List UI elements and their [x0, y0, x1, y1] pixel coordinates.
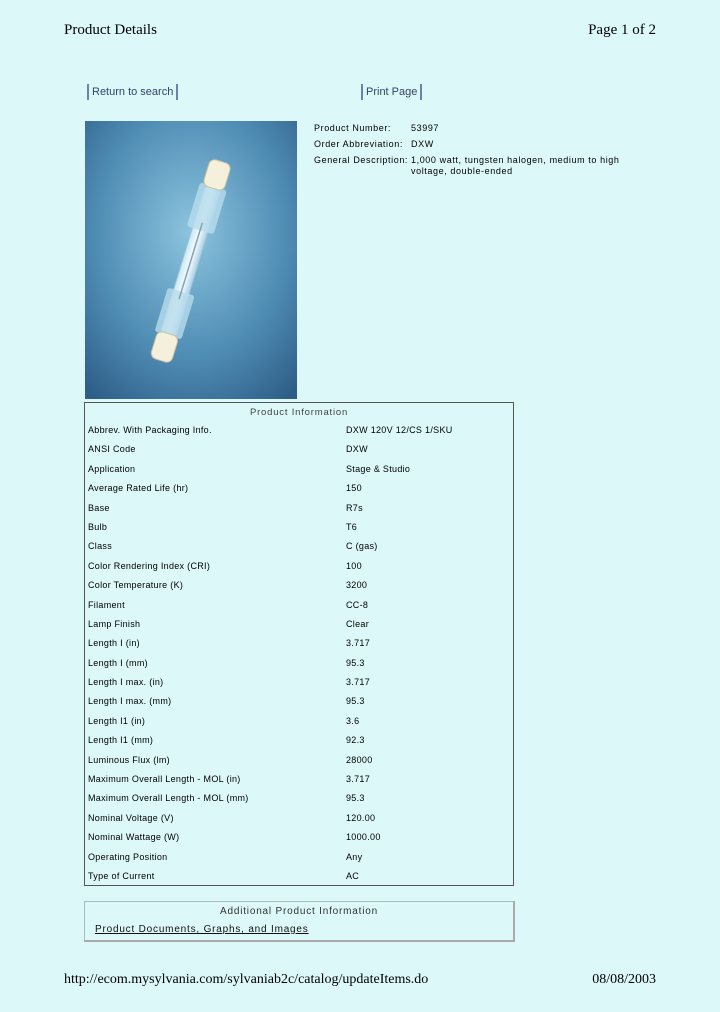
- row-value: 150: [346, 483, 362, 494]
- row-name: Bulb: [88, 521, 108, 532]
- row-name: ANSI Code: [88, 444, 136, 455]
- table-row: [85, 692, 513, 711]
- row-value: 120.00: [346, 812, 376, 823]
- table-row: [85, 867, 513, 886]
- row-name: Nominal Wattage (W): [88, 832, 180, 843]
- row-value: 100: [346, 560, 362, 571]
- row-name: Type of Current: [88, 870, 155, 881]
- row-value: 28000: [346, 754, 373, 765]
- row-value: AC: [346, 870, 360, 881]
- summary-row: [314, 123, 644, 134]
- table-row: [85, 789, 513, 808]
- row-value: C (gas): [346, 541, 378, 552]
- table-row: [85, 751, 513, 770]
- table-row: [85, 557, 513, 576]
- table-row: [85, 479, 513, 498]
- table-title: Product Information: [249, 407, 349, 418]
- row-name: Length I (in): [88, 638, 140, 649]
- row-name: Average Rated Life (hr): [88, 483, 189, 494]
- row-value: 3200: [346, 580, 368, 591]
- row-value: 95.3: [346, 696, 365, 707]
- table-row: [85, 809, 513, 828]
- product-summary: [314, 123, 644, 182]
- row-name: Filament: [88, 599, 125, 610]
- row-value: CC-8: [346, 599, 369, 610]
- row-name: Maximum Overall Length - MOL (mm): [88, 793, 249, 804]
- table-row: [85, 537, 513, 556]
- product-photo: [85, 121, 297, 399]
- row-name: Color Rendering Index (CRI): [88, 560, 211, 571]
- row-name: Luminous Flux (lm): [88, 754, 170, 765]
- table-row: [85, 848, 513, 867]
- row-value: 95.3: [346, 657, 365, 668]
- table-body: [85, 421, 513, 886]
- row-name: Maximum Overall Length - MOL (in): [88, 774, 241, 785]
- table-row: [85, 421, 513, 440]
- row-value: Stage & Studio: [346, 463, 411, 474]
- row-name: Application: [88, 463, 136, 474]
- row-name: Base: [88, 502, 110, 513]
- table-row: [85, 828, 513, 847]
- table-row: [85, 731, 513, 750]
- row-value: 1000.00: [346, 832, 381, 843]
- return-to-search-button[interactable]: Return to search: [87, 84, 178, 100]
- footer-date: 08/08/2003: [592, 972, 656, 987]
- row-name: Class: [88, 541, 113, 552]
- table-row: [85, 654, 513, 673]
- row-value: DXW: [346, 444, 368, 455]
- row-name: Length I1 (in): [88, 715, 146, 726]
- row-name: Color Temperature (K): [88, 580, 184, 591]
- table-row: [85, 499, 513, 518]
- row-value: 3.717: [346, 774, 371, 785]
- summary-label: Product Number:: [314, 123, 392, 133]
- row-name: Abbrev. With Packaging Info.: [88, 425, 212, 435]
- row-name: Lamp Finish: [88, 618, 141, 629]
- page-title: Product Details: [64, 22, 157, 38]
- row-value: R7s: [346, 502, 363, 513]
- summary-label: Order Abbreviation:: [314, 139, 403, 149]
- summary-value: 53997: [411, 123, 440, 133]
- row-name: Length I max. (mm): [88, 696, 172, 707]
- row-name: Length I1 (mm): [88, 735, 154, 746]
- summary-label: General Description:: [314, 155, 409, 165]
- row-value: 95.3: [346, 793, 365, 804]
- row-value: Any: [346, 851, 363, 862]
- print-page-button[interactable]: Print Page: [361, 84, 422, 100]
- summary-value: 1,000 watt, tungsten halogen, medium to high voltage, double-ended: [411, 155, 620, 176]
- table-row: [85, 440, 513, 459]
- row-value: DXW 120V 12/CS 1/SKU: [346, 425, 453, 435]
- row-value: Clear: [346, 618, 370, 629]
- table-row: [85, 673, 513, 692]
- product-documents-link[interactable]: Product Documents, Graphs, and Images: [95, 924, 309, 935]
- summary-value: DXW: [411, 139, 434, 149]
- row-value: 3.717: [346, 638, 371, 649]
- row-value: 3.6: [346, 715, 360, 726]
- table-row: [85, 615, 513, 634]
- summary-row: [314, 139, 644, 150]
- row-name: Length I (mm): [88, 657, 148, 668]
- row-value: 3.717: [346, 677, 371, 688]
- row-name: Operating Position: [88, 851, 168, 862]
- row-name: Length I max. (in): [88, 677, 164, 688]
- row-value: T6: [346, 521, 358, 532]
- additional-information-box: [84, 901, 515, 942]
- footer-url: http://ecom.mysylvania.com/sylvaniab2c/catalog/updateItems.do: [64, 972, 429, 987]
- row-value: 92.3: [346, 735, 365, 746]
- table-row: [85, 770, 513, 789]
- additional-title: Additional Product Information: [220, 906, 378, 917]
- table-row: [85, 518, 513, 537]
- table-row: [85, 712, 513, 731]
- page-number: Page 1 of 2: [588, 22, 656, 38]
- row-name: Nominal Voltage (V): [88, 812, 174, 823]
- table-row: [85, 576, 513, 595]
- table-row: [85, 596, 513, 615]
- product-information-table: [84, 402, 514, 886]
- table-row: [85, 460, 513, 479]
- table-row: [85, 634, 513, 653]
- summary-row: [314, 155, 644, 177]
